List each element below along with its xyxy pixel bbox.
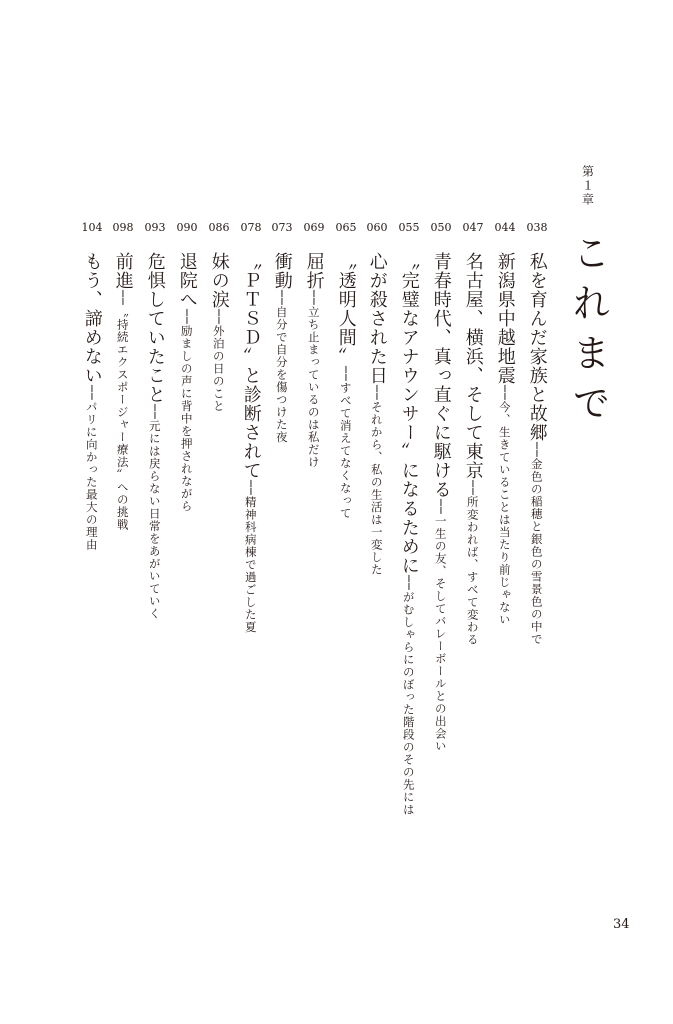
toc-entry-text: [462, 252, 484, 646]
toc-title: 心が殺された日: [366, 252, 388, 385]
toc-subtitle: ──立ち止まっているのは私だけ: [306, 290, 321, 469]
toc-entry: [204, 220, 234, 412]
toc-entry: [140, 220, 170, 620]
toc-entry-text: [526, 252, 548, 645]
toc-subtitle: ──それから、私の生活は一変した: [369, 385, 384, 576]
toc-entry: [490, 220, 520, 626]
toc-subtitle: ──外泊の日のこと: [211, 309, 226, 413]
toc-page-number: 069: [303, 221, 325, 234]
toc-title: 新潟県中越地震: [494, 252, 516, 385]
chapter-title: これまで: [566, 233, 610, 433]
toc-title: 妹の涙: [208, 252, 230, 309]
toc-page-number: 098: [112, 221, 134, 234]
toc-entry-text: [176, 252, 198, 512]
toc-page-number: 050: [430, 221, 452, 234]
toc-title: 名古屋、横浜、そして東京: [462, 252, 484, 480]
toc-title: 〝ＰＴＳＤ〟と診断されて: [240, 252, 262, 480]
toc-entry-text: [240, 252, 262, 633]
page-number: 34: [613, 917, 630, 932]
toc-subtitle: ──パリに向かった最大の理由: [84, 385, 99, 551]
toc-page-number: 065: [335, 221, 357, 234]
toc-entry: [108, 220, 138, 531]
toc-page-number: 044: [494, 221, 516, 234]
toc-entry: [426, 220, 456, 752]
toc-entry: [394, 220, 424, 816]
toc-page-number: 093: [144, 221, 166, 234]
toc-entry-text: [144, 252, 166, 620]
toc-page-number: 078: [240, 221, 262, 234]
toc-page-number: 047: [462, 221, 484, 234]
toc-title: 青春時代、真っ直ぐに駆ける: [430, 252, 452, 499]
toc-subtitle: ──一生の友、そしてバレーボールとの出会い: [433, 499, 448, 753]
toc-entry-text: [81, 252, 103, 551]
toc-subtitle: ──励ましの声に背中を押されながら: [179, 309, 194, 513]
toc-entry-text: [208, 252, 230, 412]
toc-entry: [172, 220, 202, 512]
toc-entry-text: [303, 252, 325, 468]
toc-entry: [458, 220, 488, 646]
toc-title: 私を育んだ家族と故郷: [526, 252, 548, 442]
toc-subtitle: ──金色の稲穂と銀色の雪景色の中で: [529, 442, 544, 646]
toc-subtitle: ──すべて消えてなくなって: [338, 366, 353, 520]
toc-subtitle: ──がむしゃらにのぼった階段のその先には: [401, 575, 416, 816]
toc-title: 屈折: [303, 252, 325, 290]
toc-page-number: 086: [208, 221, 230, 234]
toc-title: 危惧していたこと: [144, 252, 166, 404]
toc-page-number: 104: [81, 221, 103, 234]
chapter-label: 第１章: [580, 165, 595, 207]
toc-entry: [362, 220, 392, 576]
toc-entry: [299, 220, 329, 468]
toc-page-number: 055: [398, 221, 420, 234]
toc-entry-text: [112, 252, 134, 531]
toc-entry-text: [430, 252, 452, 752]
toc-title: 〝透明人間〟: [335, 252, 357, 366]
toc-page-number: 090: [176, 221, 198, 234]
toc-page-number: 038: [526, 221, 548, 234]
toc-entry: [522, 220, 552, 645]
table-of-contents: [0, 220, 673, 940]
toc-title: もう、諦めない: [81, 252, 103, 385]
toc-subtitle: ──〝持続エクスポージャー療法〟への挑戦: [115, 290, 130, 531]
toc-subtitle: ──精神科病棟で過ごした夏: [243, 480, 258, 634]
toc-subtitle: ──所変われば、すべて変わる: [465, 480, 480, 646]
toc-entry-text: [494, 252, 516, 626]
toc-title: 衝動: [271, 252, 293, 290]
toc-entry-text: [335, 252, 357, 519]
toc-page-number: 073: [271, 221, 293, 234]
toc-entry-text: [271, 252, 293, 443]
toc-entry: [77, 220, 107, 551]
toc-entry-text: [366, 252, 388, 576]
toc-entry: [331, 220, 361, 519]
toc-entry: [267, 220, 297, 443]
toc-title: 前進: [112, 252, 134, 290]
toc-page-number: 060: [366, 221, 388, 234]
toc-subtitle: ──元には戻らない日常をあがいていく: [147, 404, 162, 620]
toc-subtitle: ──今、生きていることは当たり前じゃない: [497, 385, 512, 626]
toc-title: 退院へ: [176, 252, 198, 309]
toc-entry-text: [398, 252, 420, 816]
toc-entry: [236, 220, 266, 633]
toc-title: 〝完璧なアナウンサー〟になるために: [398, 252, 420, 575]
toc-subtitle: ──自分で自分を傷つけた夜: [274, 290, 289, 444]
